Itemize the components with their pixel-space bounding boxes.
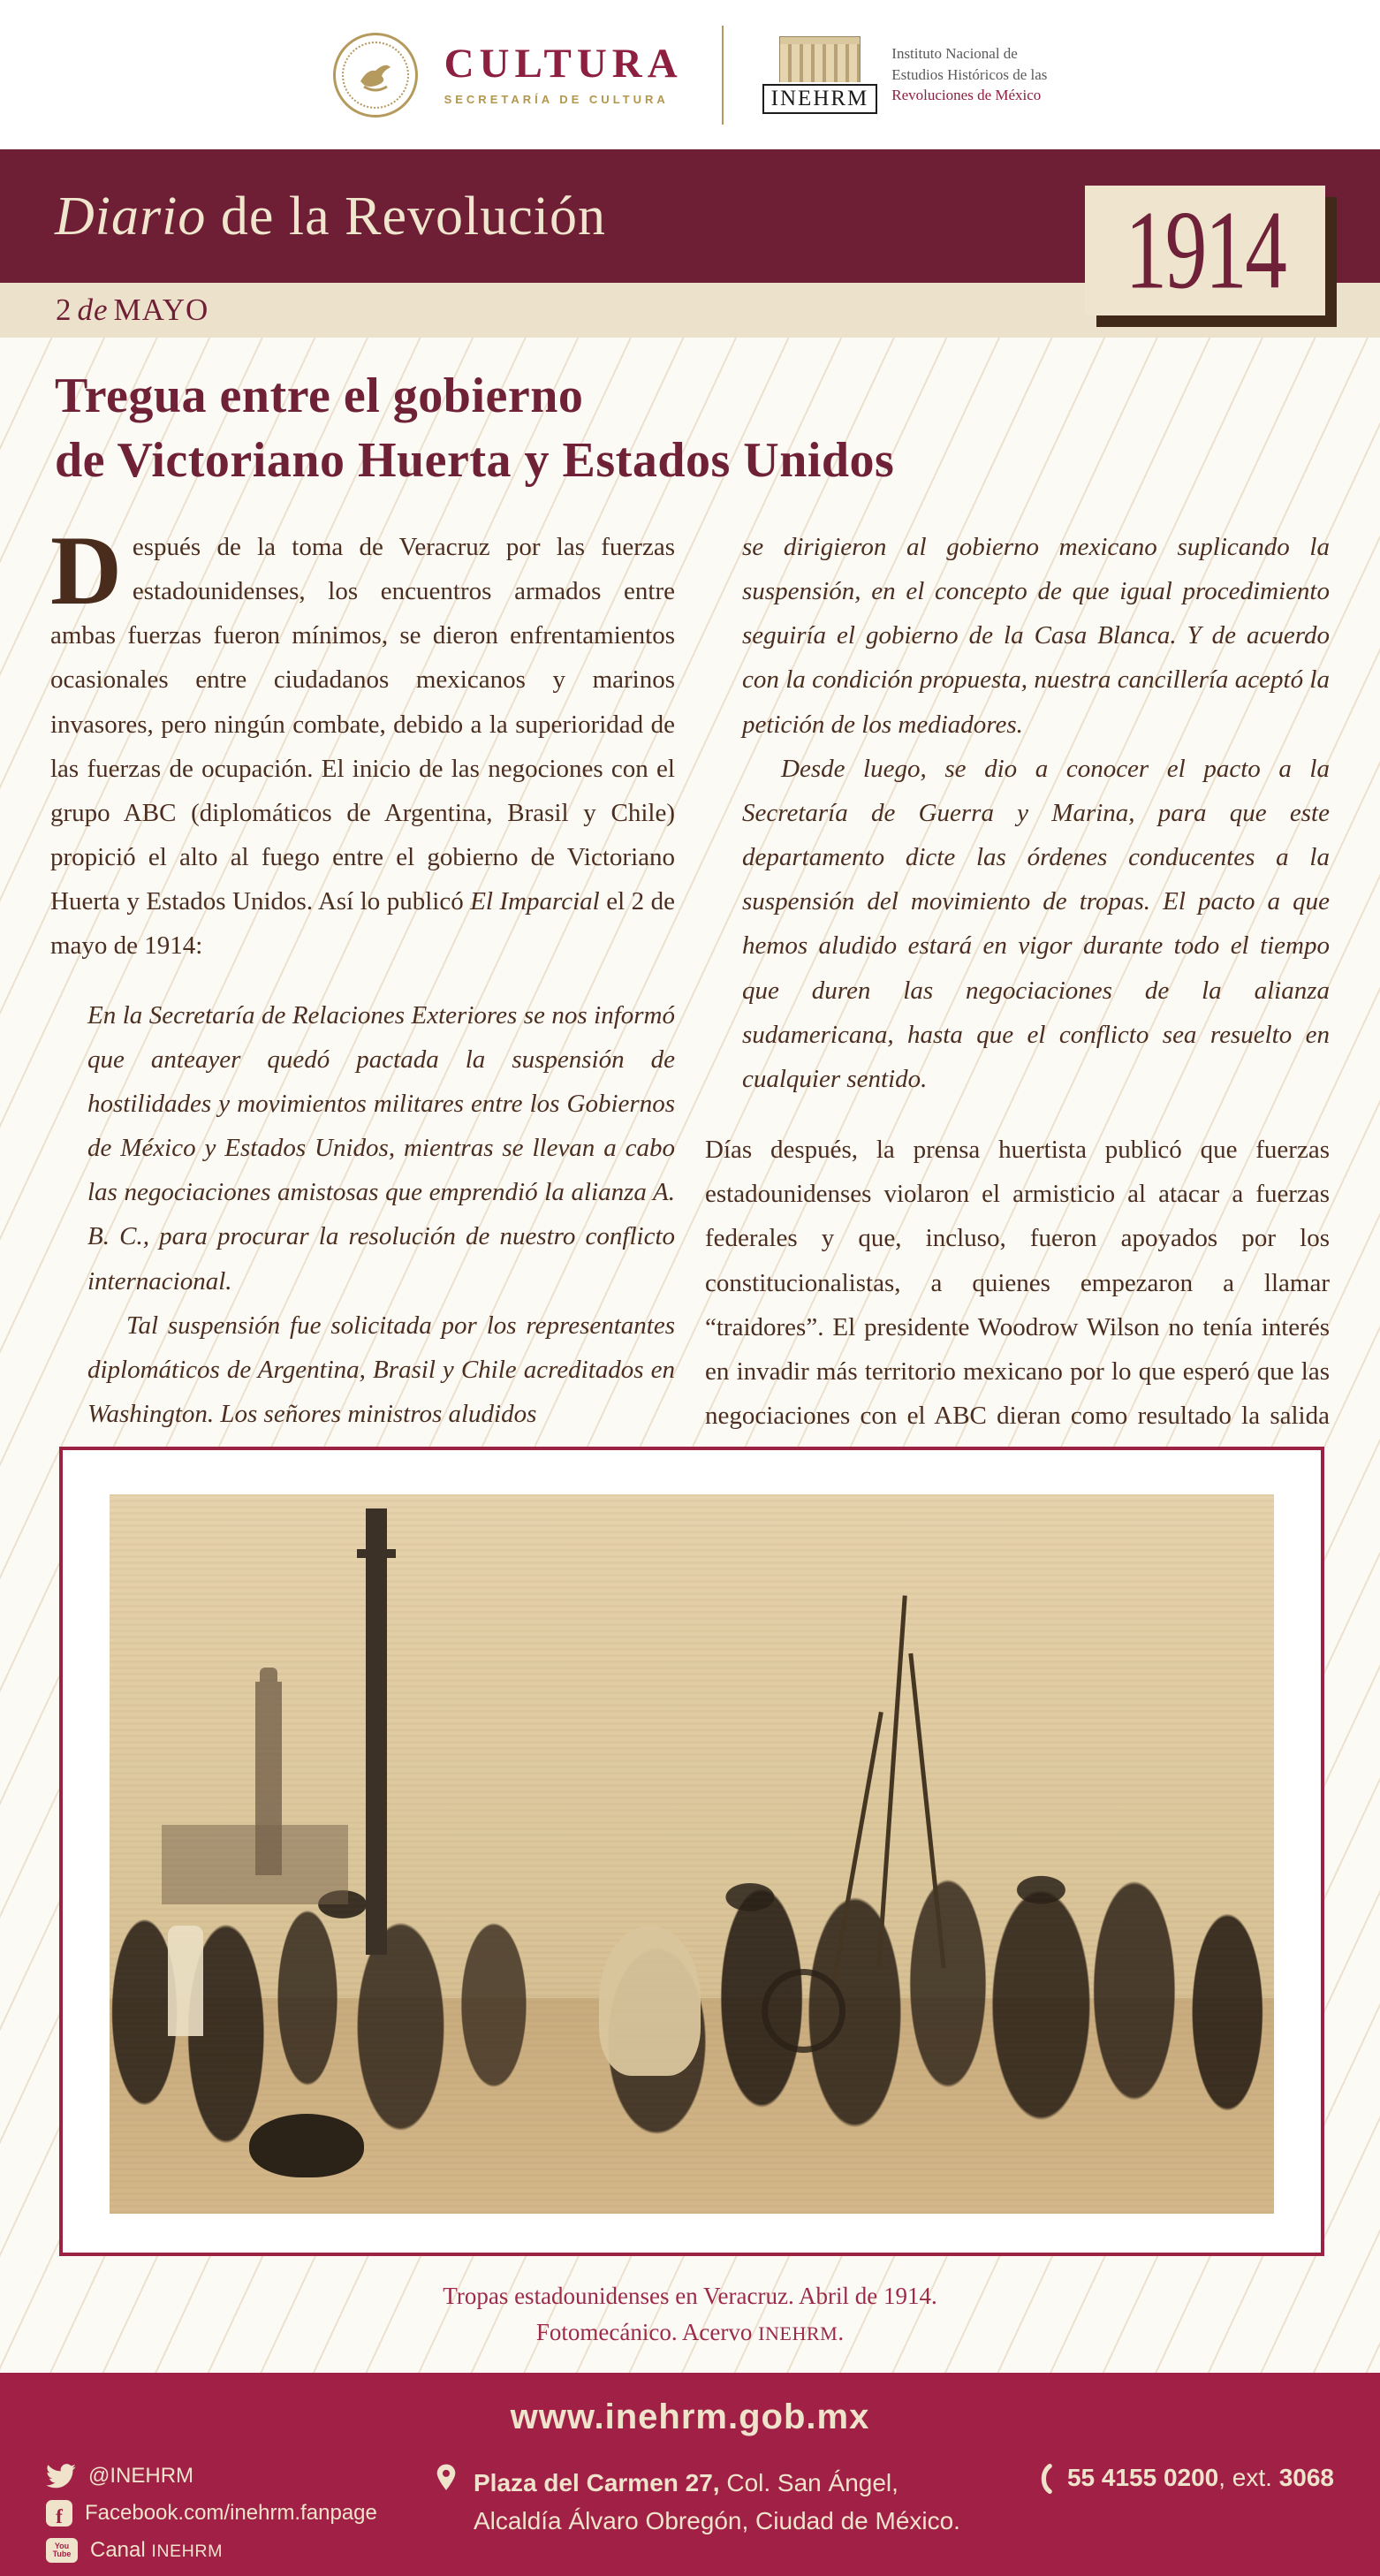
headline-line-1: Tregua entre el gobierno [55,369,584,423]
youtube-icon-top: You [54,2542,70,2550]
social-links [46,2464,435,2563]
closing-paragraph: Días después, la prensa huertista publicó que fuerzas estadounidenses violaron el armisticio al atacar a fuerzas federales y que, incluso, fueron apoyados por los constitucionalistas, a quienes empezaron a llamar “traidores”. El presidente Woodrow Wilson no tenía interés en invadir más territorio mexicano por lo que esperó que las negociaciones con el ABC dieran como resultado la salida [705,1136,1330,1430]
phone-ext-label: , ext. [1218,2464,1279,2491]
date-number: 2 [56,293,72,327]
youtube-inehrm: INEHRM [151,2542,223,2561]
inehrm-logo-group [762,36,1048,114]
historical-photo-veracruz [110,1494,1274,2214]
phone-icon [1035,2464,1055,2494]
facebook-url: Facebook.com/inehrm.fanpage [85,2501,377,2525]
caption-period: . [838,2318,845,2345]
photo-lance [831,1712,883,1981]
article-columns [50,516,1330,1482]
facebook-link[interactable] [46,2500,435,2527]
footer-contact-row [0,2437,1380,2563]
address-colonia: Col. San Ángel, [719,2469,899,2496]
footer [0,2373,1380,2576]
caption-inehrm: INEHRM [758,2321,838,2344]
youtube-icon-bottom: Tube [52,2549,72,2558]
banner [0,149,1380,338]
phone-block [1035,2464,1334,2494]
quote-paragraph-3: Desde luego, se dio a conocer el pacto a la Secretaría de Guerra y Marina, para que este departamento dicte las órdenes conducentes a la suspensión del movimiento de tropas. El pacto a que hemos aludido estará en vigor durante todo el tiempo que duren las negociaciones de la alianza sudamericana, hasta que el conflicto sea resuelto en cualquier sentido. [742,754,1330,1093]
facebook-icon: f [46,2500,72,2527]
twitter-icon [46,2464,76,2489]
youtube-link[interactable] [46,2538,435,2563]
address-city: Alcaldía Álvaro Obregón, Ciudad de México. [474,2507,960,2535]
date-de: de [77,293,109,327]
article-area [0,338,1380,2373]
cultura-logo [444,43,683,106]
secretaria-cultura-label: SECRETARÍA DE CULTURA [444,93,669,106]
institutional-header [0,0,1380,149]
photo-figure-white [168,1926,203,2036]
year-number: 1914 [1125,187,1285,313]
phone-text [1067,2464,1334,2492]
institute-line-2: Estudios Históricos de las [891,65,1048,83]
address-street: Plaza del Carmen 27, [474,2469,720,2496]
photo-lance [908,1653,945,1969]
lead-text-end: el 2 de mayo de 1914: [50,887,675,961]
left-column [50,516,675,1482]
phone-number: 55 4155 0200 [1066,2464,1219,2491]
year-badge [1085,186,1325,315]
twitter-handle: @INEHRM [88,2464,194,2488]
title-rest: de la Revolución [206,186,606,247]
photo-ground-bundle [249,2114,364,2177]
quote-paragraph-2-right: se dirigieron al gobierno mexicano suplicando la suspensión, en el concepto de que igual procedimiento seguiría el gobierno de la Casa Blanca. Y de acuerdo con la condición propuesta, nuestra cancillería aceptó la petición de los mediadores. [742,533,1330,739]
photo-lance [876,1595,907,1969]
issue-date [56,293,209,328]
title-diario: Diario [55,186,207,247]
caption-line-2 [0,2314,1380,2351]
quote-paragraph-1: En la Secretaría de Relaciones Exteriores se nos informó que anteayer quedó pactada la suspensión de hostilidades y movimientos militares entre los Gobiernos de México y Estados Unidos, mientras se llevan a cabo las negociaciones amistosas que emprendió la alianza A. B. C., para procurar la resolución de nuestro conflicto internacional. [87,1000,675,1296]
right-column [705,525,1330,1482]
quote-paragraph-2-left: Tal suspensión fue solicitada por los representantes diplomáticos de Argentina, Brasil y Chile acreditados en Washington. Los señores ministros aludidos [87,1311,675,1428]
institute-line-1: Instituto Nacional de [891,44,1018,62]
date-month: MAYO [113,293,209,327]
photo-figure-shawl [599,1926,701,2076]
caption-credit: Fotomecánico. Acervo [535,2318,759,2345]
address-text [474,2464,960,2541]
photo-frame [59,1447,1324,2256]
institute-name [891,43,1047,106]
article-headline [55,364,894,493]
address-block [435,2464,1000,2541]
twitter-link[interactable] [46,2464,435,2489]
institute-line-3: Revoluciones de México [891,87,1042,104]
publication-title [55,186,606,247]
inehrm-building-icon [779,36,861,82]
phone-ext-number: 3068 [1278,2464,1334,2491]
caption-line-1: Tropas estadounidenses en Veracruz. Abril de 1914. [443,2283,937,2309]
photo-cart-wheel [762,1969,845,2053]
inehrm-acronym: INEHRM [762,84,878,114]
youtube-label: Canal [90,2538,152,2562]
photo-caption [0,2278,1380,2350]
photo-lighthouse-tower [255,1682,282,1876]
youtube-channel [90,2538,223,2563]
cited-newspaper: El Imparcial [470,887,600,916]
inehrm-logo [762,36,878,114]
lead-paragraph [50,516,675,969]
website-link[interactable]: www.inehrm.gob.mx [510,2397,870,2436]
header-divider [722,26,724,125]
headline-line-2: de Victoriano Huerta y Estados Unidos [55,432,895,488]
drop-cap: D [50,516,122,626]
photo-mast [366,1508,387,1955]
mexico-eagle-seal-icon [333,33,418,118]
lead-text: espués de la toma de Veracruz por las fuerzas estadounidenses, los encuentros armados entre ambas fuerzas fueron mínimos, se dieron enfrentamientos ocasionales entre ciudadanos mexicanos y marinos invasores, pero ningún combate, debido a la superioridad de las fuerzas de ocupación. El inicio de las negociones con el grupo ABC (diplomáticos de Argentina, Brasil y Chile) propició el alto al fuego entre el gobierno de Victoriano Huerta y Estados Unidos. Así lo publicó [50,533,675,916]
youtube-icon [46,2538,78,2563]
location-pin-icon [435,2464,458,2497]
eagle-glyph [352,51,399,99]
cultura-wordmark: CULTURA [444,41,683,87]
